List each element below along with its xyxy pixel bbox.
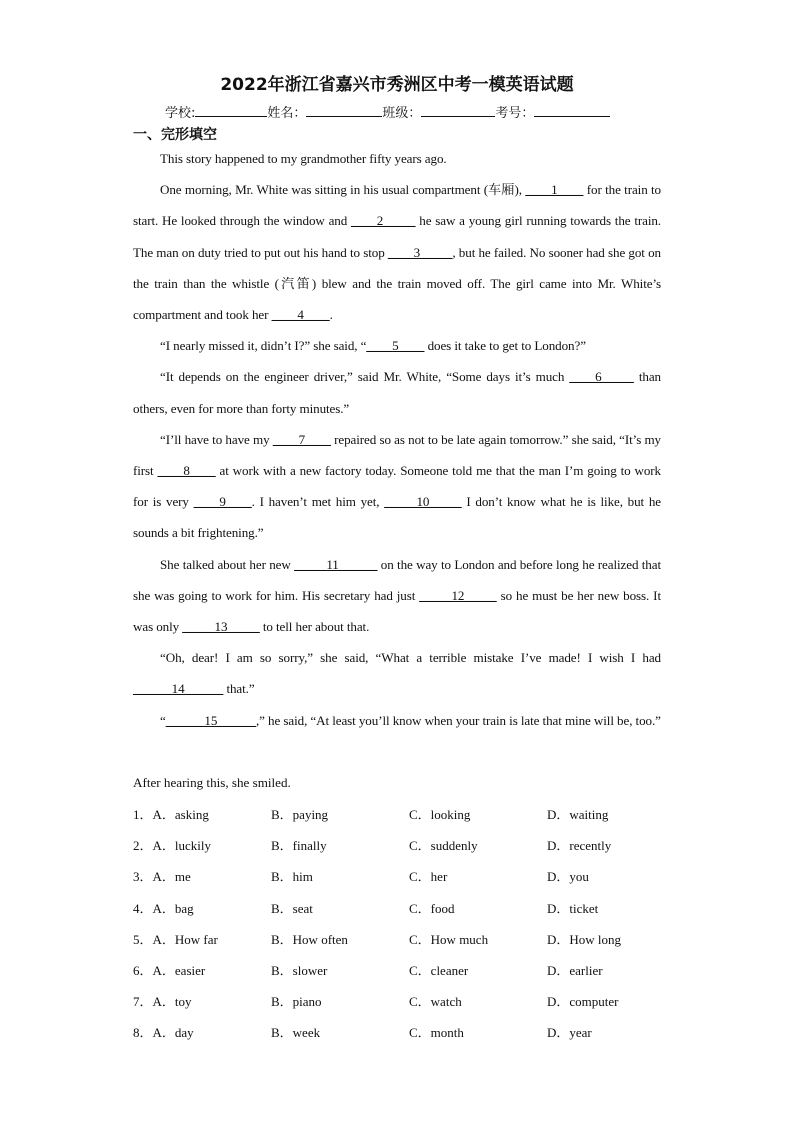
option-a-label: A．me (152, 869, 191, 885)
text: that.” (223, 681, 255, 697)
text: “Oh, dear! I am so sorry,” she said, “What a terrible mistake I’ve made! I wish I had (160, 650, 661, 666)
option-d[interactable]: D．recently (547, 838, 612, 854)
text: so he must be her new boss. It was only (133, 587, 661, 635)
text: ,” he said, “At least you’ll know when your train is late that mine will be, too.” (255, 712, 661, 728)
paragraph-5 (133, 424, 661, 549)
option-c[interactable]: C．watch (409, 994, 462, 1010)
question-number: 1． (133, 807, 153, 822)
option-a-label: A．How far (152, 931, 218, 947)
text: She talked about her new (160, 556, 295, 572)
class-label: 班级： (382, 106, 422, 121)
blank-11: _____11______ (294, 556, 378, 572)
blank-3: ____3_____ (387, 244, 453, 260)
option-d[interactable]: D．you (547, 869, 589, 885)
paragraph-3 (133, 330, 661, 361)
blank-14: ______14______ (133, 681, 224, 697)
option-c[interactable]: C．cleaner (409, 962, 469, 978)
blank-1: ____1____ (525, 182, 584, 198)
question-number: 2． (133, 838, 153, 854)
blank-13: _____13_____ (182, 619, 260, 635)
option-d[interactable]: D．year (547, 1025, 592, 1041)
text: “It depends on the engineer driver,” said Mr. White, “Some days it’s much (160, 369, 570, 385)
blank-9: ____9____ (193, 494, 252, 510)
paragraph-7 (133, 642, 661, 704)
closing-line: After hearing this, she smiled. (133, 775, 291, 790)
blank-7: ____7____ (272, 431, 331, 447)
question-number: 5． (133, 931, 153, 947)
option-d[interactable]: D．computer (547, 994, 619, 1010)
option-b[interactable]: B．finally (271, 838, 327, 854)
question-number: 3． (133, 869, 153, 885)
option-c[interactable]: C．food (409, 900, 455, 916)
text: “I’ll have to have my (160, 431, 273, 447)
name-label: 姓名： (267, 106, 307, 121)
option-c[interactable]: C．How much (409, 931, 489, 947)
text: “ (160, 712, 166, 728)
option-c[interactable]: C．looking (409, 807, 471, 822)
option-d[interactable]: D．ticket (547, 900, 599, 916)
blank-10: _____10_____ (384, 494, 462, 510)
option-a[interactable] (133, 893, 194, 924)
option-b[interactable]: B．piano (271, 994, 322, 1010)
number-label: 考号： (495, 106, 535, 121)
question-number: 8． (133, 1025, 153, 1041)
option-b[interactable]: B．him (271, 869, 313, 885)
section-title: 一、完形填空 (133, 127, 217, 143)
option-b[interactable]: B．slower (271, 962, 328, 978)
question-number: 4． (133, 900, 153, 916)
text: I don’t know what he is like, but he sounds a bit frightening.” (133, 494, 661, 541)
option-a[interactable] (133, 799, 209, 830)
option-a-label: A．easier (152, 962, 206, 978)
paragraph-1: This story happened to my grandmother fifty years ago. (160, 151, 447, 166)
question-number: 6． (133, 962, 153, 978)
text: he saw a young girl running towards the train. The man on duty tried to put out his hand to stop (133, 213, 661, 260)
student-info-line (165, 102, 610, 121)
option-d[interactable]: D．waiting (547, 807, 609, 822)
blank-15: ______15______ (165, 712, 256, 728)
option-a-label: A．bag (152, 900, 194, 916)
option-a-label: A．luckily (152, 838, 212, 854)
text: than others, even for more than forty minutes.” (133, 369, 661, 416)
option-a-label: A．toy (152, 994, 192, 1010)
option-a[interactable] (133, 1017, 194, 1048)
text: . I haven’t met him yet, (251, 494, 385, 510)
option-c[interactable]: C．suddenly (409, 838, 478, 854)
question-number: 7． (133, 994, 153, 1010)
option-b[interactable]: B．paying (271, 807, 329, 822)
option-a[interactable] (133, 861, 191, 892)
blank-6: ____6_____ (569, 369, 634, 385)
text: on the way to London and before long he realized that she was going to work for him. His secretary had just (133, 556, 662, 603)
text: , but he failed. No sooner had she got on the train than the whistle (汽笛) blew and the train moved off. The girl came into Mr. White’s compartment and took her (133, 244, 661, 323)
class-field[interactable] (421, 104, 495, 117)
paragraph-6 (133, 549, 661, 643)
option-a[interactable] (133, 986, 192, 1017)
option-d[interactable]: D．How long (547, 931, 622, 947)
option-a-label: A．asking (152, 807, 209, 822)
option-b[interactable]: B．week (271, 1025, 321, 1041)
option-a-label: A．day (152, 1025, 194, 1041)
option-a[interactable] (133, 830, 211, 861)
blank-8: ____8____ (157, 463, 216, 479)
option-a[interactable] (133, 955, 205, 986)
option-b[interactable]: B．How often (271, 931, 348, 947)
school-field[interactable] (195, 104, 267, 117)
paragraph-4 (133, 361, 661, 423)
text: does it take to get to London?” (424, 338, 586, 354)
option-c[interactable]: C．her (409, 869, 448, 885)
blank-4: ____4____ (271, 307, 330, 323)
blank-12: _____12_____ (419, 587, 497, 603)
document-title: 2022年浙江省嘉兴市秀洲区中考一模英语试题 (220, 75, 574, 95)
blank-2: ____2_____ (351, 213, 416, 229)
text: . (329, 307, 333, 323)
text: to tell her about that. (259, 619, 370, 635)
name-field[interactable] (306, 104, 382, 117)
text: at work with a new factory today. Someone told me that the man I’m going to work for is very (133, 463, 662, 510)
option-c[interactable]: C．month (409, 1025, 464, 1041)
number-field[interactable] (534, 104, 610, 117)
cloze-passage (133, 143, 661, 736)
text: repaired so as not to be late again tomorrow.” she said, “It’s my first (133, 431, 661, 479)
option-d[interactable]: D．earlier (547, 962, 603, 978)
text: “I nearly missed it, didn’t I?” she said, “ (160, 338, 367, 354)
text: One morning, Mr. White was sitting in his usual compartment (车厢), (160, 182, 526, 198)
option-b[interactable]: B．seat (271, 900, 313, 916)
school-label: 学校: (165, 106, 196, 121)
blank-5: ____5____ (366, 338, 425, 354)
paragraph-8 (133, 705, 661, 736)
option-a[interactable] (133, 924, 218, 955)
text: for the train to start. He looked through the window and (133, 182, 661, 229)
paragraph-2 (133, 174, 661, 330)
